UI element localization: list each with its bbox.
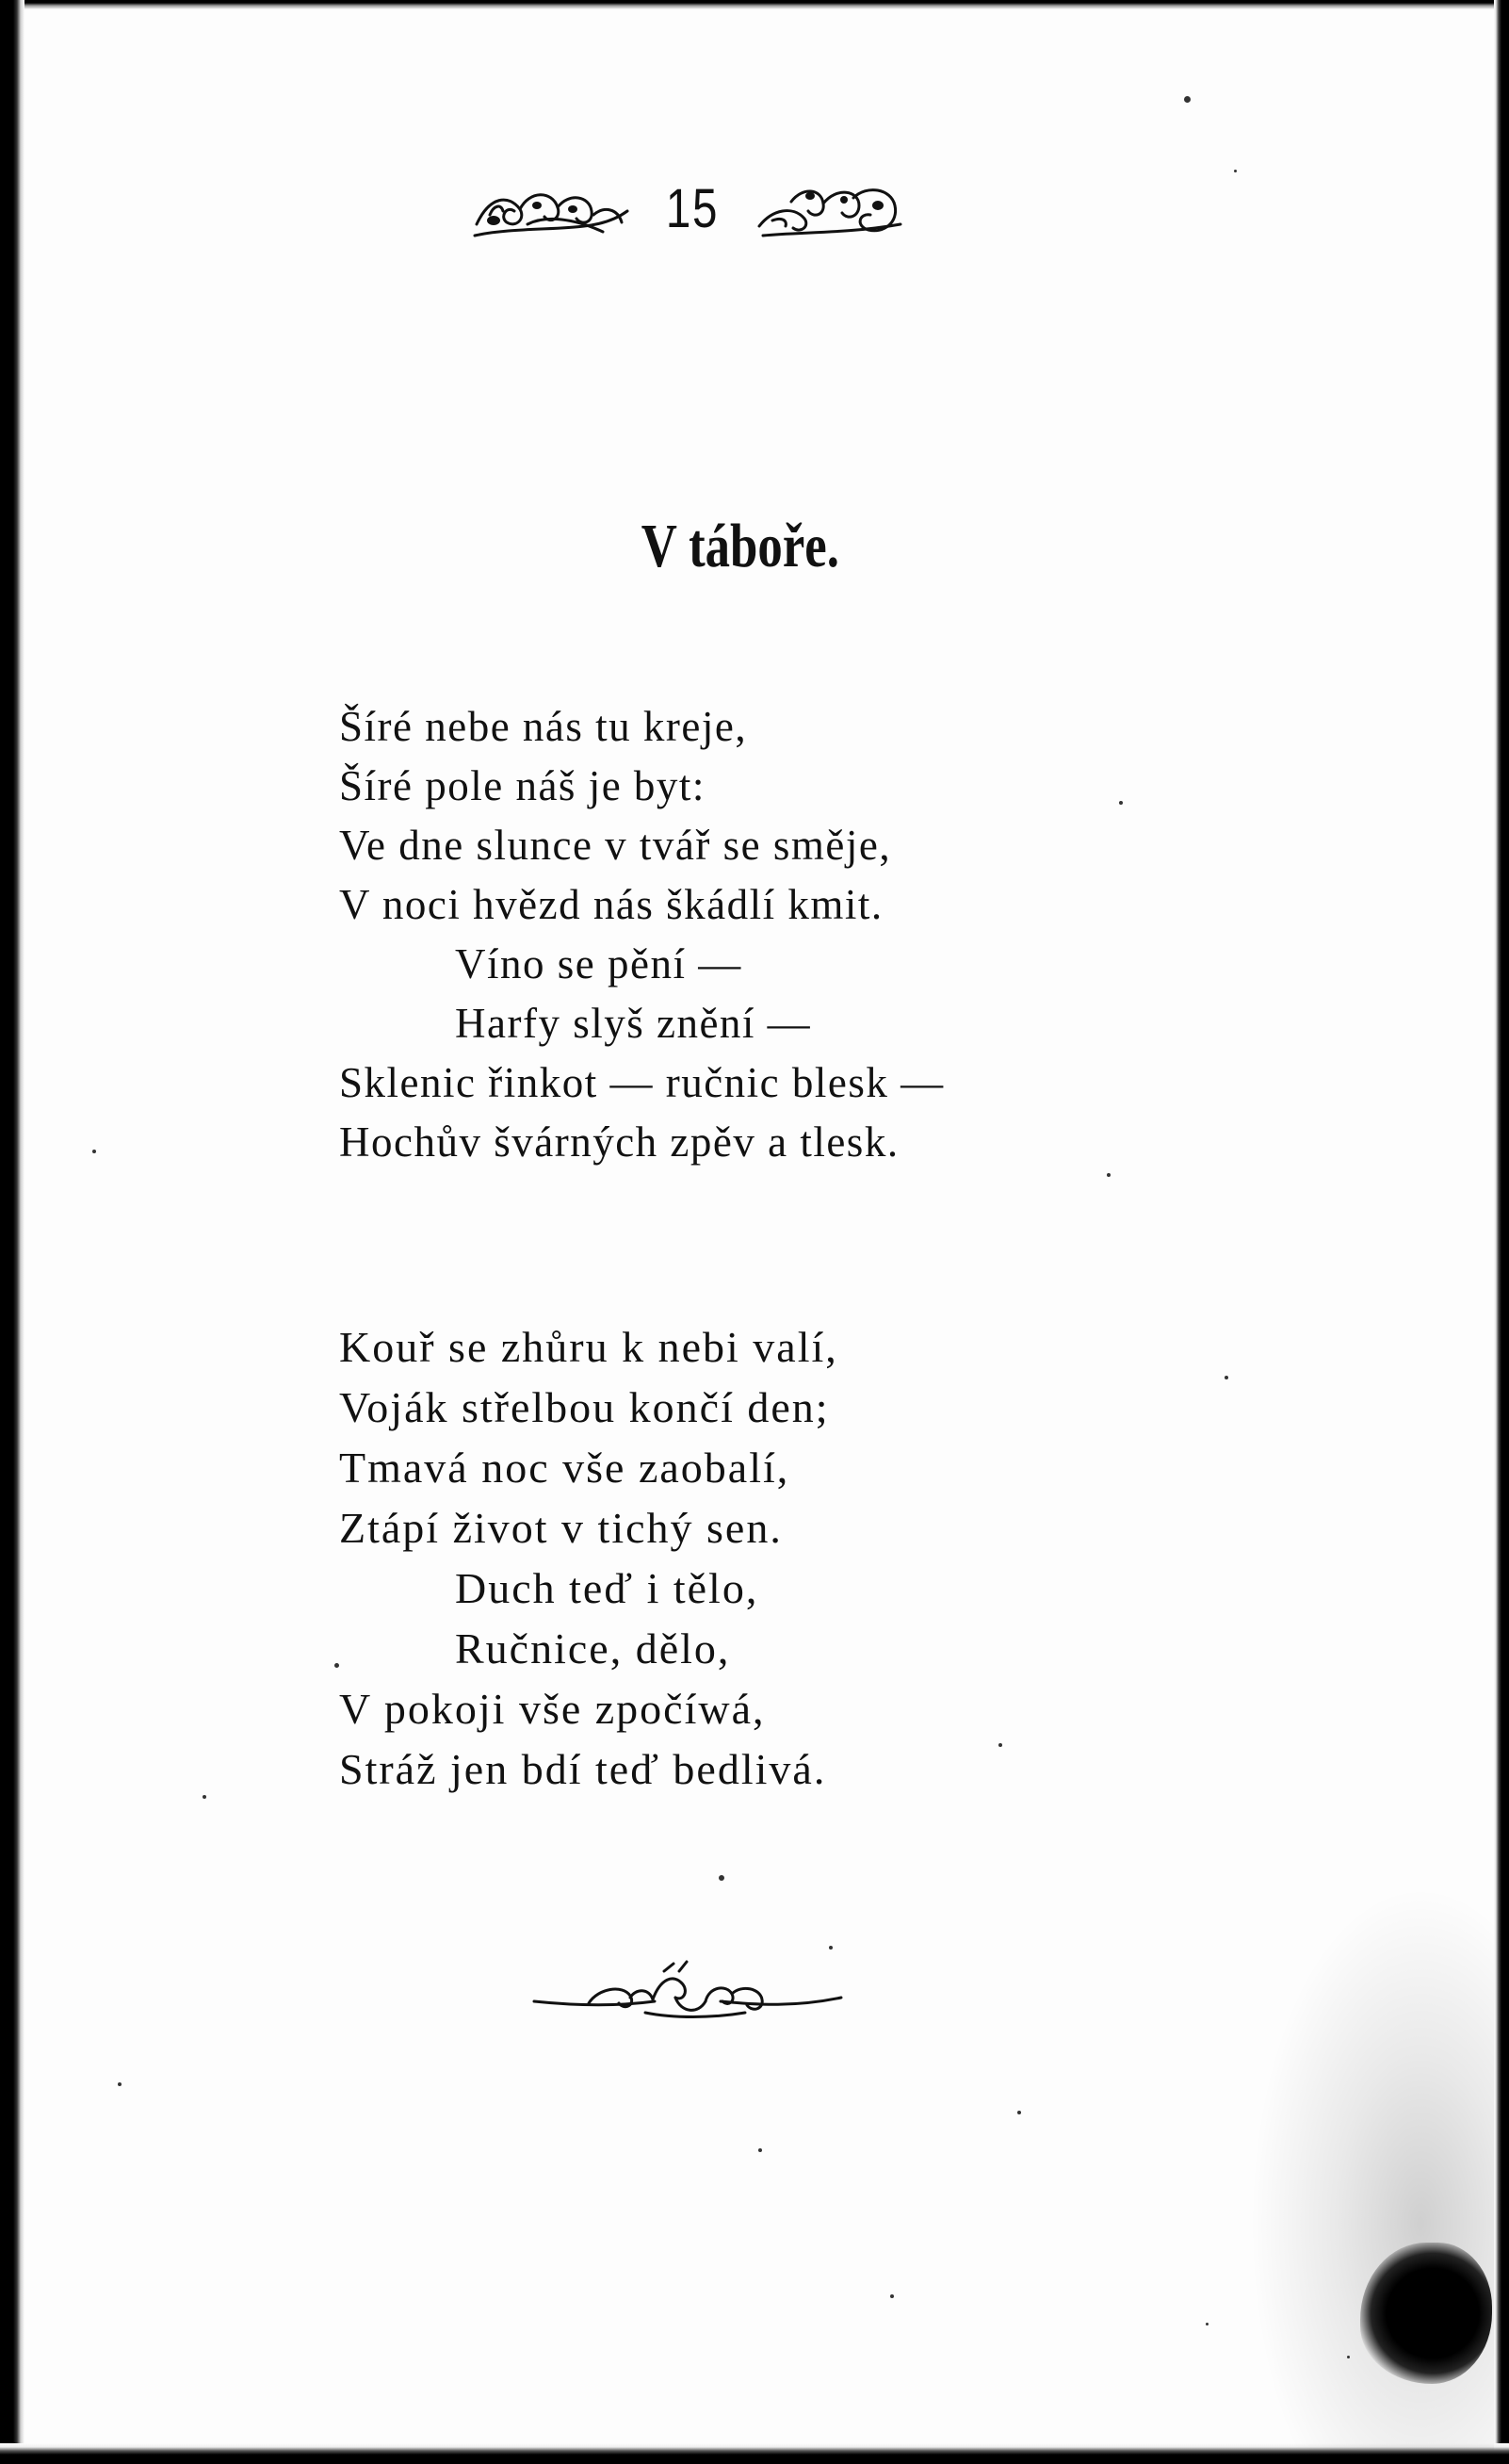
header-ornament-left <box>471 177 631 243</box>
scan-speck <box>1206 2323 1209 2325</box>
scan-speck <box>890 2294 894 2298</box>
page-header <box>0 177 1509 243</box>
poem-line-indented: Ručnice, dělo, <box>455 1624 731 1673</box>
poem-line: Ztápí život v tichý sen. <box>339 1504 783 1552</box>
poem-line: Stráž jen bdí teď bedlivá. <box>339 1745 827 1793</box>
ink-blot <box>1360 2243 1492 2384</box>
scan-speck <box>334 1663 339 1668</box>
poem-line: V pokoji vše zpočíwá, <box>339 1685 766 1733</box>
poem-line: Šíré pole náš je byt: <box>339 762 706 809</box>
poem-line: Kouř se zhůru k nebi valí, <box>339 1323 838 1371</box>
scan-edge-right <box>1494 0 1509 2464</box>
poem-line: Sklenic řinkot — ručnic blesk — <box>339 1059 945 1106</box>
scan-speck <box>1234 170 1237 172</box>
scan-speck <box>1017 2111 1021 2114</box>
stanza <box>339 1317 1206 1800</box>
scan-speck <box>203 1795 206 1799</box>
poem-line: Hochův švárných zpěv a tlesk. <box>339 1118 900 1166</box>
poem-line-indented: Duch teď i tělo, <box>455 1564 759 1612</box>
scan-speck <box>829 1946 833 1950</box>
poem-line-indented: Harfy slyš znění — <box>455 1000 812 1047</box>
scan-speck <box>1119 801 1123 805</box>
poem-line: Voják střelbou končí den; <box>339 1383 830 1431</box>
scan-speck <box>118 2082 122 2086</box>
scan-speck <box>1184 96 1191 103</box>
scan-speck <box>1225 1376 1228 1379</box>
scan-speck <box>719 1875 724 1881</box>
header-ornament-right <box>754 177 904 243</box>
scan-edge-top <box>0 0 1509 9</box>
end-ornament <box>532 1960 843 2026</box>
poem-line: Ve dne slunce v tvář se směje, <box>339 822 892 869</box>
scan-speck <box>1107 1173 1111 1177</box>
poem-line: Šíré nebe nás tu kreje, <box>339 703 748 750</box>
scan-speck <box>998 1743 1002 1747</box>
scan-speck <box>92 1150 96 1153</box>
poem-line: Tmavá noc vše zaobalí, <box>339 1444 790 1492</box>
page-number: 15 <box>665 178 720 239</box>
scan-speck <box>758 2148 762 2152</box>
stanza <box>339 697 1206 1172</box>
poem-title: V táboře. <box>641 512 839 580</box>
scan-edge-left <box>0 0 24 2464</box>
poem-line-indented: Víno se pění — <box>455 940 742 987</box>
scan-speck <box>1347 2356 1350 2358</box>
poem-line: V noci hvězd nás škádlí kmit. <box>339 881 884 928</box>
